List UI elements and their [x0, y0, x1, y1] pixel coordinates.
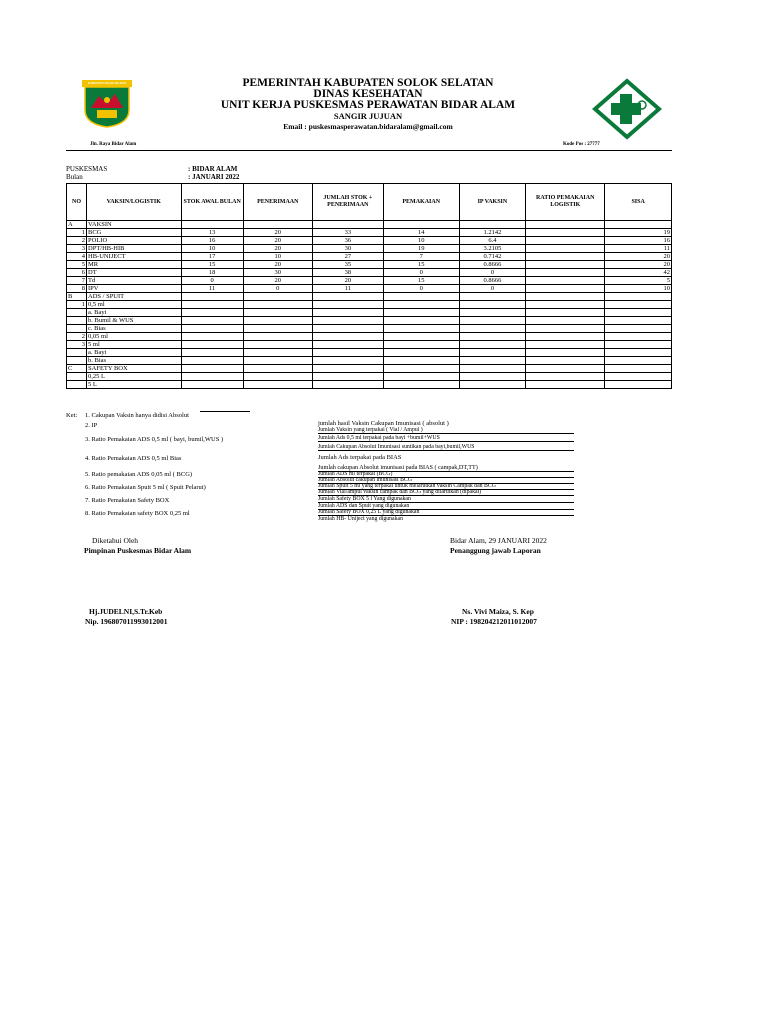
- table-cell: [383, 309, 459, 317]
- note-description: Jumlah Ads terpakai pada BIAS: [318, 454, 402, 461]
- table-cell: 7: [67, 277, 87, 285]
- table-cell: [312, 293, 383, 301]
- col-header: RATIO PEMAKAIAN LOGISTIK: [526, 184, 605, 221]
- table-cell: 0.7142: [459, 253, 526, 261]
- table-cell: [383, 349, 459, 357]
- table-cell: 8: [67, 285, 87, 293]
- table-cell: [383, 357, 459, 365]
- table-row: [67, 381, 672, 389]
- table-row: [67, 293, 672, 301]
- table-cell: [243, 301, 312, 309]
- note-label: 8. Ratio Pemakaian safety BOX 0,25 ml: [85, 510, 190, 517]
- table-cell: 19: [383, 245, 459, 253]
- table-cell: 20: [243, 229, 312, 237]
- table-row: [67, 237, 672, 245]
- table-cell: [243, 365, 312, 373]
- table-cell: [243, 293, 312, 301]
- table-cell: 11: [181, 285, 243, 293]
- table-cell: 27: [312, 253, 383, 261]
- table-cell: 16: [605, 237, 672, 245]
- table-cell: [605, 381, 672, 389]
- table-cell: [605, 357, 672, 365]
- table-cell: [181, 373, 243, 381]
- table-cell: [605, 349, 672, 357]
- table-cell: HB-UNIJECT: [87, 253, 182, 261]
- signature-right-title: Penanggung jawab Laporan: [450, 546, 541, 555]
- table-cell: 10: [383, 237, 459, 245]
- table-cell: 36: [312, 237, 383, 245]
- signature-left-name: Hj.JUDELNI,S.Tr.Keb: [89, 607, 163, 616]
- table-cell: DPT/HB-HIB: [87, 245, 182, 253]
- table-cell: 13: [181, 229, 243, 237]
- table-cell: [312, 333, 383, 341]
- table-header-row: [67, 184, 672, 221]
- signature-right-name: Ns. Vivi Maiza, S. Kep: [462, 607, 534, 616]
- table-cell: [526, 221, 605, 229]
- table-cell: 20: [243, 245, 312, 253]
- table-cell: BCG: [87, 229, 182, 237]
- table-cell: 20: [312, 277, 383, 285]
- table-cell: 0,25 L: [87, 373, 182, 381]
- note-label: 6. Ratio Pemakaian Spuit 5 ml ( Spuit Pelarut): [85, 484, 206, 491]
- signature-left-known-by: Diketahui Oleh: [92, 536, 139, 545]
- meta-puskesmas-value: : BIDAR ALAM: [188, 165, 238, 173]
- table-cell: [181, 309, 243, 317]
- table-cell: [383, 373, 459, 381]
- meta-bulan-value: : JANUARI 2022: [188, 173, 240, 181]
- note-description: Jumlah ADS dan Spuit yang digunakan: [318, 503, 574, 510]
- table-cell: VAKSIN: [87, 221, 182, 229]
- table-cell: 0: [383, 269, 459, 277]
- table-row: [67, 285, 672, 293]
- table-cell: [526, 357, 605, 365]
- table-cell: [181, 317, 243, 325]
- table-cell: 17: [181, 253, 243, 261]
- table-cell: 3.2105: [459, 245, 526, 253]
- table-cell: [67, 381, 87, 389]
- col-header: PENERIMAAN: [243, 184, 312, 221]
- table-cell: [526, 237, 605, 245]
- table-cell: [459, 301, 526, 309]
- table-cell: 5: [605, 277, 672, 285]
- table-cell: [605, 365, 672, 373]
- table-cell: 1: [67, 301, 87, 309]
- col-header: NO: [67, 184, 87, 221]
- table-cell: [181, 349, 243, 357]
- kabupaten-logo: [77, 80, 137, 128]
- table-cell: [312, 317, 383, 325]
- table-cell: [243, 317, 312, 325]
- table-cell: [312, 309, 383, 317]
- table-cell: 3: [67, 245, 87, 253]
- table-cell: 38: [312, 269, 383, 277]
- table-cell: [312, 357, 383, 365]
- table-cell: 1.2142: [459, 229, 526, 237]
- table-cell: [605, 221, 672, 229]
- table-cell: [526, 229, 605, 237]
- table-cell: [67, 317, 87, 325]
- table-cell: [243, 357, 312, 365]
- table-cell: [526, 309, 605, 317]
- table-cell: 6: [67, 269, 87, 277]
- table-cell: [243, 373, 312, 381]
- notes-underline: [200, 411, 250, 412]
- table-row: [67, 309, 672, 317]
- table-cell: 10: [181, 245, 243, 253]
- table-cell: [181, 365, 243, 373]
- table-cell: SAFETY BOX: [87, 365, 182, 373]
- table-cell: [243, 341, 312, 349]
- col-header: IP VAKSIN: [459, 184, 526, 221]
- table-row: [67, 357, 672, 365]
- kabupaten-logo-text: KABUPATEN SOLOK SELATAN: [87, 82, 127, 85]
- table-row: [67, 325, 672, 333]
- table-cell: [383, 301, 459, 309]
- col-header: VAKSIN/LOGISTIK: [87, 184, 182, 221]
- table-cell: 18: [181, 269, 243, 277]
- table-cell: [67, 349, 87, 357]
- vaccine-stock-table: [66, 183, 672, 389]
- table-row: [67, 229, 672, 237]
- table-cell: [459, 381, 526, 389]
- table-cell: [605, 341, 672, 349]
- table-cell: [605, 301, 672, 309]
- table-cell: 20: [243, 277, 312, 285]
- header-postal-code: Kode Pos : 27777: [563, 142, 600, 147]
- note-label: 2. IP: [85, 422, 98, 429]
- table-cell: [459, 365, 526, 373]
- table-cell: [605, 309, 672, 317]
- table-cell: 0: [459, 269, 526, 277]
- table-cell: 0,5 ml: [87, 301, 182, 309]
- meta-puskesmas-label: PUSKESMAS: [66, 165, 108, 173]
- header-address: Jln. Raya Bidar Alam: [90, 142, 137, 147]
- table-cell: [459, 373, 526, 381]
- table-cell: [526, 317, 605, 325]
- table-cell: 0: [181, 277, 243, 285]
- table-cell: [181, 357, 243, 365]
- table-row: [67, 269, 672, 277]
- header-line-1: PEMERINTAH KABUPATEN SOLOK SELATAN: [242, 77, 494, 89]
- table-cell: [526, 277, 605, 285]
- table-cell: [605, 373, 672, 381]
- notes-ket-label: Ket:: [66, 412, 78, 419]
- table-row: [67, 365, 672, 373]
- header-line-4: SANGIR JUJUAN: [333, 111, 403, 121]
- table-cell: a. Bayi: [87, 349, 182, 357]
- table-cell: [459, 293, 526, 301]
- note-label: 1. Cakupan Vaksin hanya didisi Absolut: [85, 412, 189, 419]
- table-cell: 15: [181, 261, 243, 269]
- table-cell: 0: [383, 285, 459, 293]
- table-cell: [526, 373, 605, 381]
- header-line-2: DINAS KESEHATAN: [313, 88, 423, 100]
- table-cell: [459, 357, 526, 365]
- table-cell: [526, 261, 605, 269]
- table-cell: 11: [312, 285, 383, 293]
- table-cell: 11: [605, 245, 672, 253]
- table-row: [67, 261, 672, 269]
- table-cell: C: [67, 365, 87, 373]
- table-cell: [243, 333, 312, 341]
- table-cell: [243, 221, 312, 229]
- note-description: Jumlah Safety BOX 5 l Yang digunakan: [318, 496, 574, 503]
- table-cell: [67, 309, 87, 317]
- table-cell: [312, 341, 383, 349]
- note-description: Jumlah Vaksin yang terpakai ( Vial / Ampul ): [318, 427, 574, 434]
- note-description: Jumlah Ads 0,5 ml terpakai pada bayi +bumil+WUS: [318, 435, 574, 442]
- table-cell: 6.4: [459, 237, 526, 245]
- table-cell: 15: [383, 261, 459, 269]
- note-description: jumlah hasil Vaksin Cakupan Imunisasi ( absolut ): [318, 420, 449, 427]
- table-row: [67, 253, 672, 261]
- table-cell: 30: [312, 245, 383, 253]
- note-description: Jumlah cakupan Absolut imunisasi pada BIAS ( campak,DT,TT): [318, 464, 574, 472]
- table-cell: [526, 381, 605, 389]
- table-cell: [459, 325, 526, 333]
- table-cell: [459, 317, 526, 325]
- meta-bulan-label: Bulan: [66, 173, 83, 181]
- table-cell: [526, 301, 605, 309]
- signature-left-title: Pimpinan Puskesmas Bidar Alam: [84, 546, 192, 555]
- table-cell: [243, 325, 312, 333]
- table-cell: 20: [605, 261, 672, 269]
- note-label: 7. Ratio Pemakaian Safety BOX: [85, 497, 170, 504]
- header-divider: [66, 150, 672, 151]
- note-description: Jumlah Cakupan Absolut Imunisasi suntikan pada bayi,bumil,WUS: [318, 444, 574, 451]
- table-cell: c. Bias: [87, 325, 182, 333]
- table-cell: a. Bayi: [87, 309, 182, 317]
- table-cell: [312, 365, 383, 373]
- col-header: PEMAKAIAN: [383, 184, 459, 221]
- note-label: 4. Ratio Pemakaian ADS 0,5 ml Bias: [85, 455, 182, 462]
- table-cell: [526, 245, 605, 253]
- note-label: 5. Ratio pemakaian ADS 0,05 ml ( BCG): [85, 471, 193, 478]
- table-cell: [526, 365, 605, 373]
- table-cell: 16: [181, 237, 243, 245]
- table-cell: 5: [67, 261, 87, 269]
- table-cell: 2: [67, 237, 87, 245]
- table-cell: 5 ml: [87, 341, 182, 349]
- table-cell: [526, 341, 605, 349]
- table-cell: [459, 221, 526, 229]
- table-cell: A: [67, 221, 87, 229]
- table-cell: [383, 341, 459, 349]
- table-cell: [312, 325, 383, 333]
- table-cell: 2: [67, 333, 87, 341]
- table-cell: 30: [243, 269, 312, 277]
- table-cell: [181, 301, 243, 309]
- table-cell: [312, 381, 383, 389]
- table-cell: 0: [243, 285, 312, 293]
- col-header: SISA: [605, 184, 672, 221]
- table-cell: [383, 317, 459, 325]
- table-cell: [383, 381, 459, 389]
- puskesmas-logo: [592, 78, 662, 140]
- table-cell: [605, 317, 672, 325]
- table-row: [67, 333, 672, 341]
- table-cell: [383, 333, 459, 341]
- table-row: [67, 317, 672, 325]
- table-row: [67, 277, 672, 285]
- table-cell: IPV: [87, 285, 182, 293]
- table-cell: 0.8666: [459, 277, 526, 285]
- table-cell: [526, 293, 605, 301]
- table-cell: [243, 381, 312, 389]
- note-description: Jumlah Spuit 5 ml yang terpakai untuk melarutkan vaksin Campak dan BCG: [318, 483, 574, 490]
- table-cell: 15: [383, 277, 459, 285]
- table-cell: [459, 349, 526, 357]
- table-row: [67, 373, 672, 381]
- note-description: Jumlah Absolut cakupan imunisasi BCG: [318, 477, 574, 484]
- table-cell: ADS / SPUIT: [87, 293, 182, 301]
- table-cell: [383, 221, 459, 229]
- table-cell: 7: [383, 253, 459, 261]
- table-cell: [459, 341, 526, 349]
- table-cell: 0,05 ml: [87, 333, 182, 341]
- table-cell: [181, 333, 243, 341]
- table-cell: 1: [67, 229, 87, 237]
- table-row: [67, 221, 672, 229]
- table-cell: 5 L: [87, 381, 182, 389]
- table-cell: 0.8666: [459, 261, 526, 269]
- table-cell: 20: [243, 237, 312, 245]
- table-cell: [243, 309, 312, 317]
- header-line-3: UNIT KERJA PUSKESMAS PERAWATAN BIDAR ALAM: [220, 99, 516, 111]
- table-cell: 10: [605, 285, 672, 293]
- note-description: Jumlah Safety BOX 0,25 L yang digunakan: [318, 509, 574, 516]
- table-cell: [605, 293, 672, 301]
- signature-left-nip: Nip. 196807011993012001: [85, 617, 168, 626]
- table-cell: [526, 325, 605, 333]
- table-cell: 4: [67, 253, 87, 261]
- table-row: [67, 349, 672, 357]
- table-cell: [383, 325, 459, 333]
- table-cell: [181, 221, 243, 229]
- table-cell: Td: [87, 277, 182, 285]
- table-row: [67, 245, 672, 253]
- table-cell: 14: [383, 229, 459, 237]
- table-cell: [526, 285, 605, 293]
- table-row: [67, 341, 672, 349]
- table-cell: [181, 325, 243, 333]
- table-cell: 19: [605, 229, 672, 237]
- table-cell: [312, 373, 383, 381]
- table-cell: 42: [605, 269, 672, 277]
- table-cell: b. Bumil & WUS: [87, 317, 182, 325]
- col-header: JUMLAH STOK + PENERIMAAN: [312, 184, 383, 221]
- table-cell: [67, 373, 87, 381]
- signature-right-nip: NIP : 198204212011012007: [451, 617, 537, 626]
- signature-right-place-date: Bidar Alam, 29 JANUARI 2022: [450, 536, 547, 545]
- table-cell: [526, 349, 605, 357]
- table-cell: [181, 293, 243, 301]
- col-header: STOK AWAL BULAN: [181, 184, 243, 221]
- table-cell: [181, 381, 243, 389]
- table-cell: MR: [87, 261, 182, 269]
- table-cell: [312, 301, 383, 309]
- table-cell: [67, 357, 87, 365]
- table-cell: 20: [243, 261, 312, 269]
- table-cell: [526, 333, 605, 341]
- table-cell: b. Bias: [87, 357, 182, 365]
- table-cell: [67, 325, 87, 333]
- note-description: Jumlah ADS ml terpakai (BCG): [318, 471, 574, 478]
- table-cell: [526, 269, 605, 277]
- table-cell: POLIO: [87, 237, 182, 245]
- note-description: Jumlah Vial/ampul vaksin campak dan BCG yang dilarutkan (dipakai): [318, 489, 574, 496]
- table-cell: [605, 333, 672, 341]
- table-cell: B: [67, 293, 87, 301]
- table-cell: [312, 221, 383, 229]
- table-cell: [181, 341, 243, 349]
- note-label: 3. Ratio Pemakaian ADS 0,5 ml ( bayi, bumil,WUS ): [85, 436, 224, 443]
- table-cell: [605, 325, 672, 333]
- table-cell: 0: [459, 285, 526, 293]
- table-cell: [243, 349, 312, 357]
- table-cell: [383, 293, 459, 301]
- table-cell: 3: [67, 341, 87, 349]
- table-cell: 35: [312, 261, 383, 269]
- table-cell: [526, 253, 605, 261]
- note-description: Jumlah HB- Uniject yang digunakan: [318, 516, 404, 522]
- table-cell: [459, 333, 526, 341]
- header-email: Email : puskesmasperawatan.bidaralam@gmail.com: [283, 122, 453, 131]
- table-cell: DT: [87, 269, 182, 277]
- table-cell: 33: [312, 229, 383, 237]
- table-cell: [459, 309, 526, 317]
- table-cell: [312, 349, 383, 357]
- table-cell: 20: [605, 253, 672, 261]
- table-cell: [383, 365, 459, 373]
- table-cell: 10: [243, 253, 312, 261]
- table-row: [67, 301, 672, 309]
